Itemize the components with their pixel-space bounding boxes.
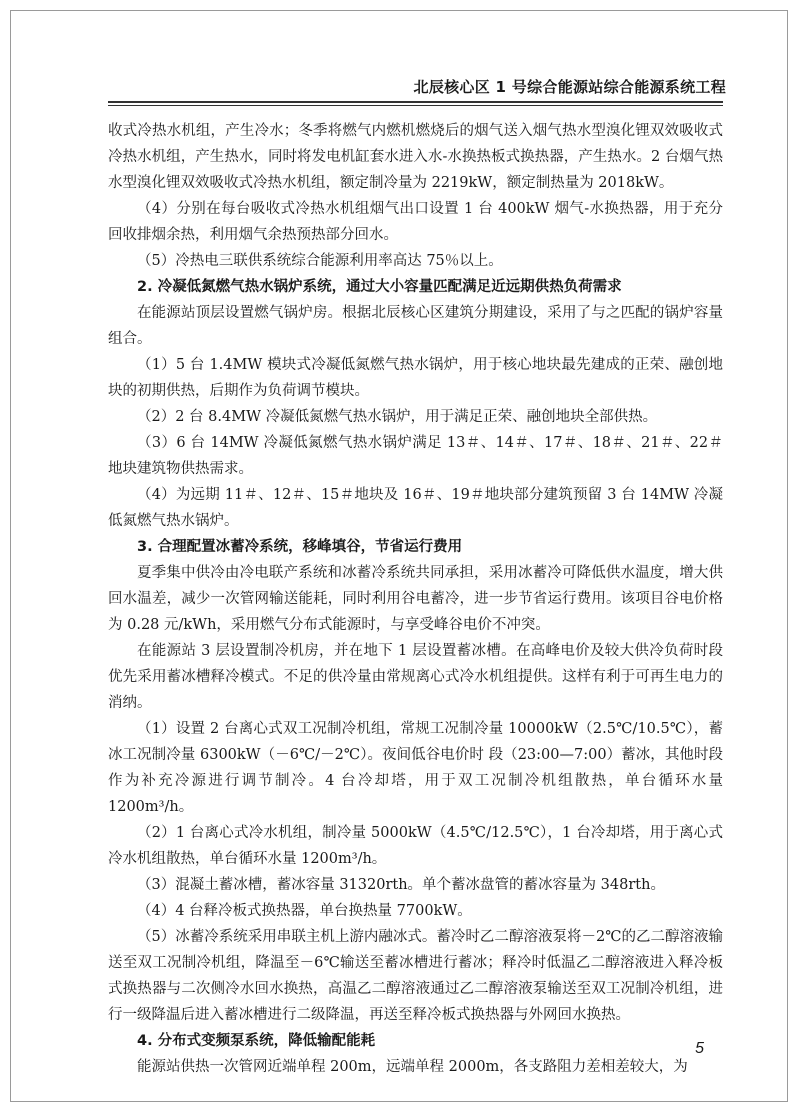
header-rule-thin <box>108 105 723 106</box>
paragraph-item-5: （5）冷热电三联供系统综合能源利用率高达 75％以上。 <box>137 253 503 269</box>
paragraph-pump: 能源站供热一次管网近端单程 200m，远端单程 2000m，各支路阻力差相差较大，为 <box>137 1059 688 1075</box>
paragraph-ice-1: （1）设置 2 台离心式双工况制冷机组，常规工况制冷量 10000kW（2.5℃/10.5℃），蓄冰工况制冷量 6300kW（－6℃/－2℃）。夜间低谷电价时 段（23:00—7:00）蓄冰，其他时段作为补充冷源进行调节制冷。4 台冷却塔，用于双工况制冷机组散热，单台循环水量 1200m³/h。 <box>108 721 723 815</box>
page-body <box>108 118 723 1080</box>
paragraph-boiler-1: （1）5 台 1.4MW 模块式冷凝低氮燃气热水锅炉，用于核心地块最先建成的正荣、融创地块的初期供热，后期作为负荷调节模块。 <box>108 357 723 399</box>
section-heading-4: 4. 分布式变频泵系统，降低输配能耗 <box>137 1033 376 1049</box>
paragraph-ice-intro-2: 在能源站 3 层设置制冷机房，并在地下 1 层设置蓄冰槽。在高峰电价及较大供冷负荷时段优先采用蓄冰槽释冷模式。不足的供冷量由常规离心式冷水机组提供。这样有利于可再生电力的消纳。 <box>108 643 723 711</box>
paragraph-ice-intro-1: 夏季集中供冷由冷电联产系统和冰蓄冷系统共同承担，采用冰蓄冷可降低供水温度，增大供回水温差，减少一次管网输送能耗，同时利用谷电蓄冷，进一步节省运行费用。该项目谷电价格为 0.28 元/kWh，采用燃气分布式能源时，与享受峰谷电价不冲突。 <box>108 565 723 633</box>
paragraph-ice-5: （5）冰蓄冷系统采用串联主机上游内融冰式。蓄冷时乙二醇溶液泵将－2℃的乙二醇溶液输送至双工况制冷机组，降温至－6℃输送至蓄冰槽进行蓄冰；释冷时低温乙二醇溶液进入释冷板式换热器与二次侧冷水回水换热，高温乙二醇溶液通过乙二醇溶液泵输送至双工况制冷机组，进行一级降温后进入蓄冰槽进行二级降温，再送至释冷板式换热器与外网回水换热。 <box>108 929 723 1023</box>
paragraph-continuation: 收式冷热水机组，产生冷水；冬季将燃气内燃机燃烧后的烟气送入烟气热水型溴化锂双效吸收式冷热水机组，产生热水，同时将发电机缸套水进入水-水换热板式换热器，产生热水。2 台烟气热水型溴化锂双效吸收式冷热水机组，额定制冷量为 2219kW，额定制热量为 2018kW。 <box>108 123 723 191</box>
paragraph-boiler-2: （2）2 台 8.4MW 冷凝低氮燃气热水锅炉，用于满足正荣、融创地块全部供热。 <box>137 409 658 425</box>
paragraph-ice-3: （3）混凝土蓄冰槽，蓄冰容量 31320rth。单个蓄冰盘管的蓄冰容量为 348rth。 <box>137 877 665 893</box>
paragraph-boiler-intro: 在能源站顶层设置燃气锅炉房。根据北辰核心区建筑分期建设，采用了与之匹配的锅炉容量组合。 <box>108 305 723 347</box>
paragraph-boiler-3: （3）6 台 14MW 冷凝低氮燃气热水锅炉满足 13＃、14＃、17＃、18＃、21＃、22＃地块建筑物供热需求。 <box>108 435 723 477</box>
page-number: 5 <box>695 1040 704 1057</box>
paragraph-ice-2: （2）1 台离心式冷水机组，制冷量 5000kW（4.5℃/12.5℃），1 台冷却塔，用于离心式冷水机组散热，单台循环水量 1200m³/h。 <box>108 825 723 867</box>
section-heading-3: 3. 合理配置冰蓄冷系统，移峰填谷，节省运行费用 <box>137 539 463 555</box>
section-heading-2: 2. 冷凝低氮燃气热水锅炉系统，通过大小容量匹配满足近远期供热负荷需求 <box>137 279 622 295</box>
paragraph-item-4: （4）分别在每台吸收式冷热水机组烟气出口设置 1 台 400kW 烟气-水换热器，用于充分回收排烟余热，利用烟气余热预热部分回水。 <box>108 201 723 243</box>
paragraph-ice-4: （4）4 台释冷板式换热器，单台换热量 7700kW。 <box>137 903 472 919</box>
paragraph-boiler-4: （4）为远期 11＃、12＃、15＃地块及 16＃、19＃地块部分建筑预留 3 台 14MW 冷凝低氮燃气热水锅炉。 <box>108 487 723 529</box>
running-header: 北辰核心区 1 号综合能源站综合能源系统工程 <box>413 78 726 96</box>
header-rule <box>108 101 723 103</box>
